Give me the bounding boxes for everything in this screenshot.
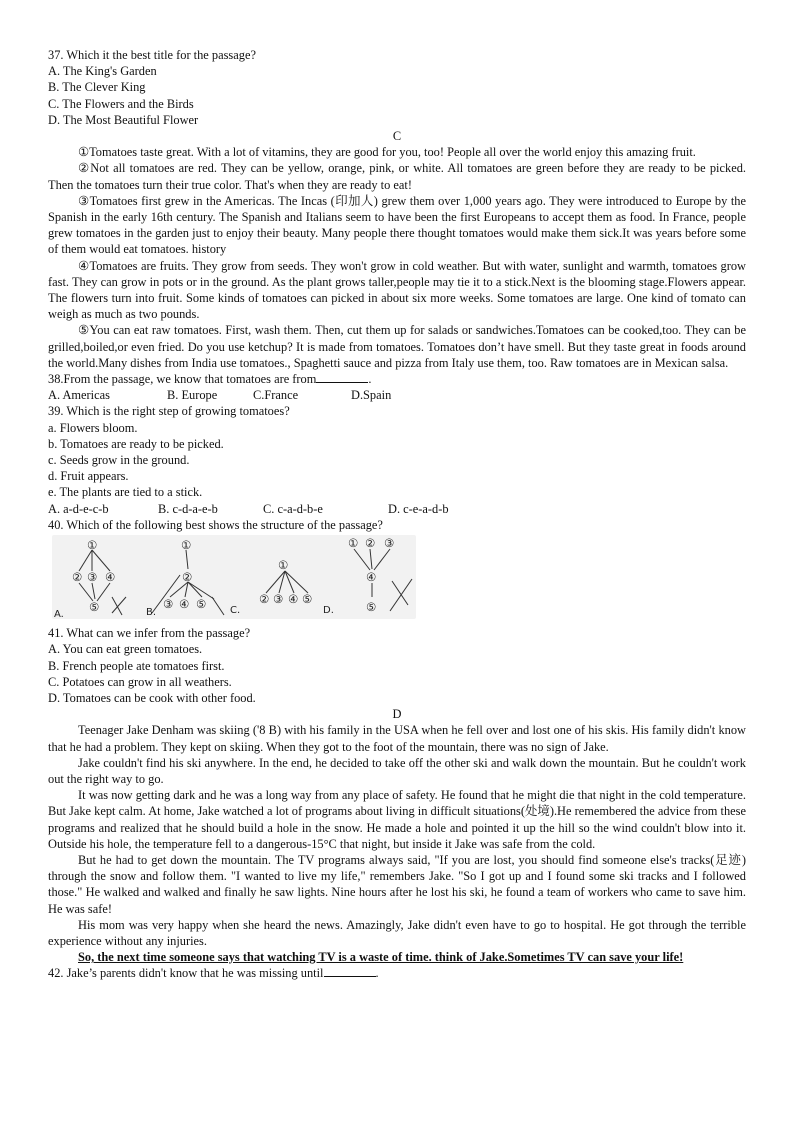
passage-heading: D bbox=[392, 707, 402, 722]
option-a: A. You can eat green tomatoes. bbox=[48, 642, 203, 657]
circled-number: ⑤ bbox=[196, 597, 207, 612]
option-d: D. c-e-a-d-b bbox=[388, 501, 449, 516]
diagram-label-c: C. bbox=[230, 605, 241, 617]
circled-number: ② bbox=[182, 570, 193, 585]
question-text: 40. Which of the following best shows the structure of the passage? bbox=[48, 517, 383, 532]
question-text: 37. Which it the best title for the passage? bbox=[48, 48, 256, 62]
option-b: B. The Clever King bbox=[48, 80, 146, 95]
question-label: 42. Jake’s parents didn't know that he was missing until bbox=[48, 966, 324, 981]
circled-number: ④ bbox=[366, 570, 377, 585]
option-c: C.France bbox=[253, 388, 299, 403]
option-d: D.Spain bbox=[351, 388, 392, 403]
circled-number: ③ bbox=[384, 536, 395, 551]
question-label: 38.From the passage, we know that tomatoes are from bbox=[48, 372, 317, 387]
circled-number: ④ bbox=[179, 597, 190, 612]
option-d: D. The Most Beautiful Flower bbox=[48, 112, 199, 127]
circled-number: ② bbox=[365, 536, 376, 551]
option-c: C. The Flowers and the Birds bbox=[48, 96, 194, 111]
question-text: 38.From the passage, we know that tomatoes are from . bbox=[48, 372, 372, 387]
option-c: C. c-a-d-b-e bbox=[263, 501, 323, 516]
diagram-label-a: A. bbox=[54, 609, 64, 620]
step-c: c. Seeds grow in the ground. bbox=[48, 453, 190, 468]
option-a: A. The King's Garden bbox=[48, 64, 157, 79]
paragraph: ②Not all tomatoes are red. They can be yellow, orange, pink, or white. All tomatoes are green before they are ready to be picked. Then the tomatoes turn their true color. That's when they are ready to eat! bbox=[48, 161, 746, 192]
paragraph: ④Tomatoes are fruits. They grow from seeds. They won't grow in cold weather. But with water, sunlight and warmth, tomatoes grow fast. They can grow in pots or in the ground. As the plant grows taller,people may tie it to a stick.Next is the blooming stage.Flowers appear. The flowers turn into fruit. Some kinds of tomatoes can picked in about six more weeks. Some tomatoes are large. One kind of tomato can weigh as much as two pounds. bbox=[48, 258, 746, 322]
question-41 bbox=[48, 625, 746, 706]
option-b: B. c-d-a-e-b bbox=[158, 501, 218, 516]
circled-number: ① bbox=[87, 538, 98, 553]
paragraph: Jake couldn't find his ski anywhere. In the end, he decided to take off the other ski and walk down the mountain. But he couldn't work out the right way to go. bbox=[48, 755, 746, 786]
step-a: a. Flowers bloom. bbox=[48, 420, 138, 435]
circled-number: ⑤ bbox=[366, 600, 377, 615]
paragraph: But he had to get down the mountain. The TV programs always said, "If you are lost, you should find someone else's tracks(足迹) through the snow and follow them. "I wanted to live my life," remembers Jake. "So I got up and I found some ski tracks and I followed those." He walked and walked and finally he saw lights. Nine hours after he lost his ski, he found a team of workers who came to save him. He was safe! bbox=[48, 852, 746, 916]
paragraph: His mom was very happy when she heard the news. Amazingly, Jake didn't even have to go to hospital. He got through the terrible experience without any injuries. bbox=[48, 917, 746, 948]
question-42 bbox=[48, 965, 746, 981]
answer-blank bbox=[324, 965, 376, 977]
option-b: B. French people ate tomatoes first. bbox=[48, 658, 225, 673]
circled-number: ③ bbox=[163, 597, 174, 612]
paragraph: ⑤You can eat raw tomatoes. First, wash them. Then, cut them up for salads or sandwiches.Tomatoes can be cooked,too. They can be grilled,boiled,or even fried. Do you use ketchup? It is made from tomatoes. Tomatoes don’t have smell. But they taste great in foods around the world.Many dishes from India use tomatoes., Spaghetti sauce and pizza from Italy use them, too. Raw tomatoes are in Mexican salsa. bbox=[48, 323, 746, 370]
step-b: b. Tomatoes are ready to be picked. bbox=[48, 436, 224, 451]
circled-number: ② bbox=[72, 570, 83, 585]
circled-number: ⑤ bbox=[302, 592, 313, 607]
circled-number: ① bbox=[181, 538, 192, 553]
circled-number: ③ bbox=[87, 570, 98, 585]
circled-number: ④ bbox=[288, 592, 299, 607]
paragraph: ③Tomatoes first grew in the Americas. The Incas (印加人) grew them over 1,000 years ago. They were introduced to Europe by the Spanish in the early 16th century. The Spanish and Italians seem to have been the first Europeans to accept them as food. In France, people grew tomatoes in the garden just to enjoy their beauty. Many people there thought tomatoes would make them sick.It was years before some of them would eat tomatoes. history bbox=[48, 193, 746, 257]
circled-number: ⑤ bbox=[89, 600, 100, 615]
option-a: A. a-d-e-c-b bbox=[48, 501, 109, 516]
paragraph: ①Tomatoes taste great. With a lot of vitamins, they are good for you, too! People all over the world enjoy this amazing fruit. bbox=[78, 145, 696, 160]
closing-statement: So, the next time someone says that watching TV is a waste of time. think of Jake.Sometimes TV can save your life! bbox=[78, 950, 684, 965]
question-38 bbox=[48, 371, 746, 403]
question-37 bbox=[48, 47, 746, 128]
options-row bbox=[48, 387, 746, 403]
diagram-label-b: B. bbox=[146, 607, 157, 619]
circled-number: ④ bbox=[105, 570, 116, 585]
step-e: e. The plants are tied to a stick. bbox=[48, 485, 203, 500]
passage-d bbox=[48, 706, 746, 965]
question-text: 39. Which is the right step of growing tomatoes? bbox=[48, 404, 290, 419]
exam-page bbox=[48, 47, 746, 982]
structure-diagrams bbox=[52, 535, 416, 619]
option-d: D. Tomatoes can be cook with other food. bbox=[48, 690, 256, 705]
option-a: A. Americas bbox=[48, 388, 110, 403]
structure-diagrams-image bbox=[52, 535, 416, 619]
option-c: C. Potatoes can grow in all weathers. bbox=[48, 674, 232, 689]
circled-number: ② bbox=[259, 592, 270, 607]
question-40 bbox=[48, 517, 746, 619]
circled-number: ① bbox=[348, 536, 359, 551]
circled-number: ① bbox=[278, 558, 289, 573]
circled-number: ③ bbox=[273, 592, 284, 607]
passage-c bbox=[48, 128, 746, 371]
options-row bbox=[48, 501, 746, 517]
option-b: B. Europe bbox=[167, 388, 218, 403]
question-39 bbox=[48, 403, 746, 516]
answer-blank bbox=[316, 371, 368, 383]
paragraph: It was now getting dark and he was a long way from any place of safety. He found that he might die that night in the cold temperature. But Jake kept calm. At home, Jake watched a lot of programs about living in difficult situations(处境).He remembered the advice from these programs and realized that he should build a hole in the snow. He made a hole and pointed it up the hill so the wind couldn't blow into it. Outside his hole, the temperature fell to a dangerous-15°C that night, but inside it Jake was safe from the cold. bbox=[48, 788, 746, 851]
question-text: 42. Jake’s parents didn't know that he was missing until . bbox=[48, 966, 379, 981]
paragraph: Teenager Jake Denham was skiing ('8 B) with his family in the USA when he fell over and lost one of his skis. His family didn't know that he had a problem. They kept on skiing. When they got to the foot of the mountain, there was no sign of Jake. bbox=[48, 723, 746, 754]
question-text: 41. What can we infer from the passage? bbox=[48, 626, 251, 641]
diagram-label-d: D. bbox=[323, 605, 334, 617]
step-d: d. Fruit appears. bbox=[48, 469, 129, 484]
passage-heading: C bbox=[392, 129, 402, 144]
